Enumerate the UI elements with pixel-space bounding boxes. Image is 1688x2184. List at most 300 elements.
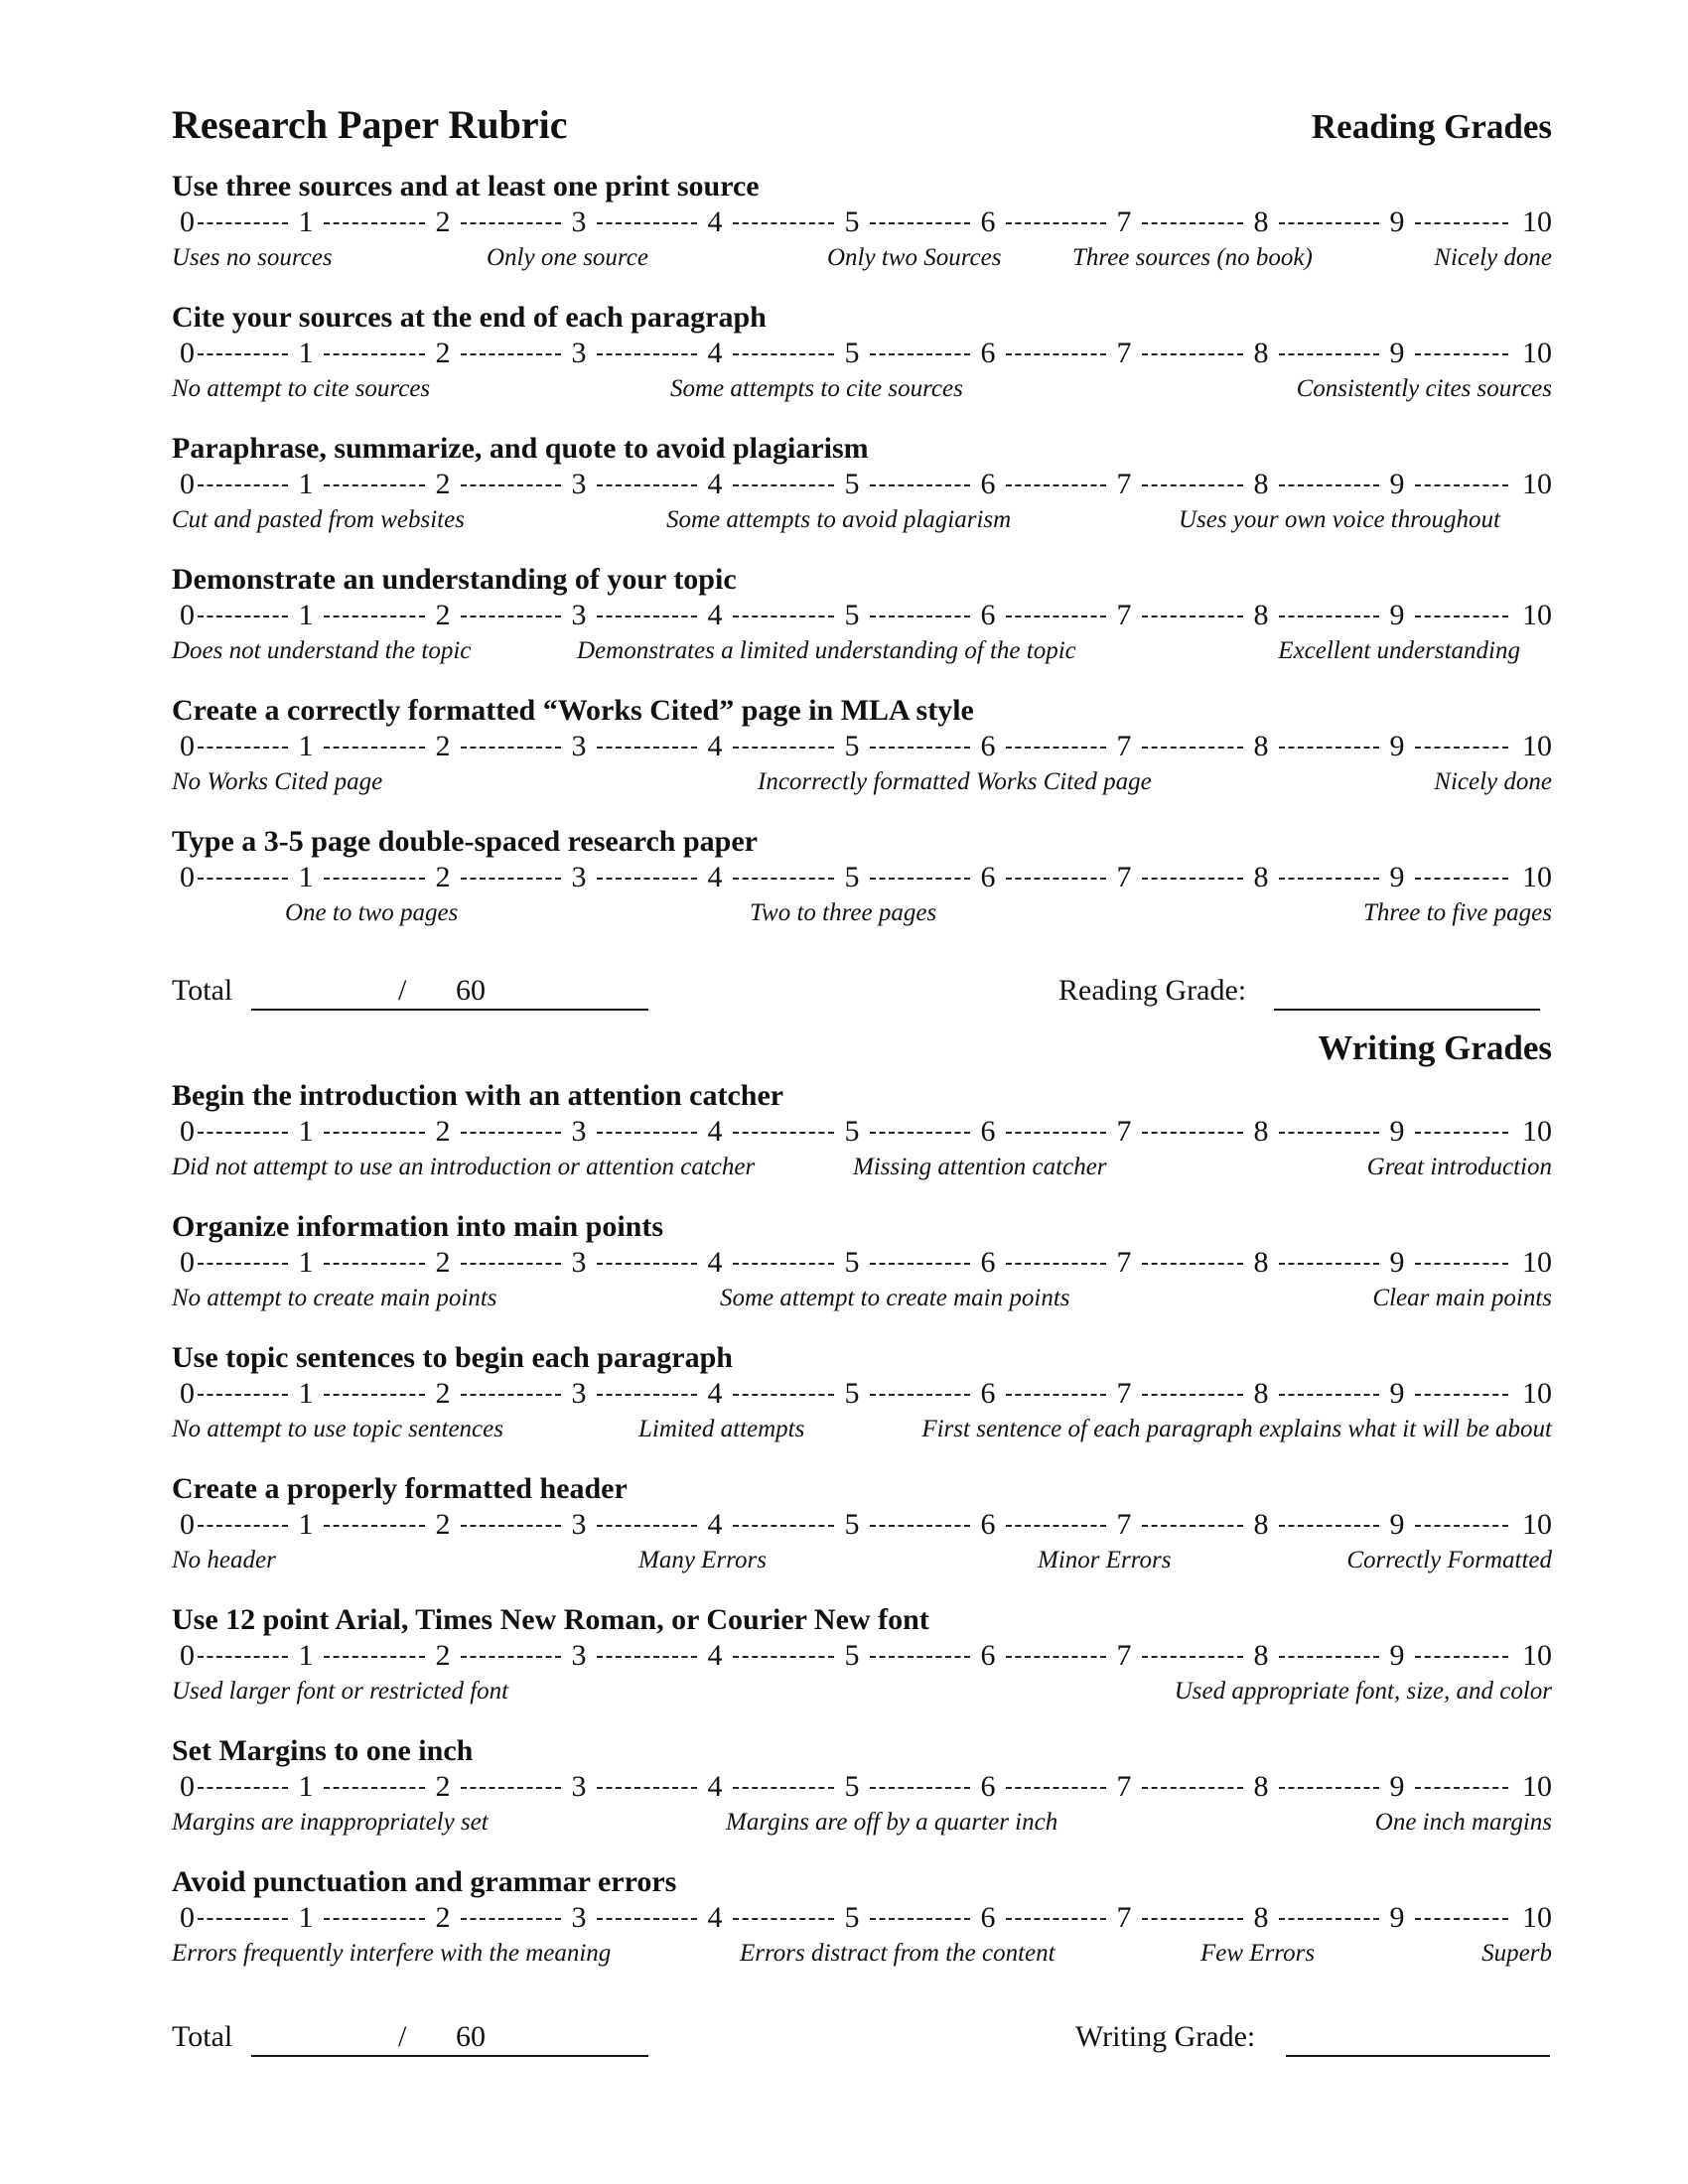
scale-dash — [198, 878, 288, 880]
scale-dash — [597, 1263, 697, 1265]
scale-dash — [198, 222, 288, 224]
scale-dash — [1415, 878, 1508, 880]
score-scale — [172, 1900, 1552, 1936]
score-scale — [172, 1507, 1552, 1543]
scale-dash — [461, 222, 561, 224]
score-option[interactable]: 10 — [1522, 468, 1552, 500]
score-option[interactable]: 4 — [707, 1115, 723, 1148]
score-scale — [172, 729, 1552, 764]
score-option[interactable]: 8 — [1253, 1508, 1269, 1541]
score-option[interactable]: 1 — [298, 730, 314, 762]
score-option[interactable]: 5 — [844, 730, 860, 762]
score-option[interactable]: 3 — [571, 1115, 587, 1148]
score-option[interactable]: 6 — [980, 205, 996, 238]
score-option[interactable]: 4 — [707, 730, 723, 762]
scale-dash — [733, 353, 834, 355]
scale-dash — [1006, 1918, 1106, 1920]
score-option[interactable]: 9 — [1389, 205, 1405, 238]
scale-dash — [324, 1787, 425, 1789]
score-option[interactable]: 10 — [1522, 1115, 1552, 1148]
score-scale — [172, 1769, 1552, 1805]
criterion-descriptor: No attempt to cite sources — [172, 375, 431, 402]
scale-dash — [1279, 1394, 1379, 1396]
criterion — [172, 822, 1552, 931]
score-option[interactable]: 2 — [435, 599, 451, 631]
score-option[interactable]: 10 — [1522, 1770, 1552, 1803]
scale-dash — [597, 222, 697, 224]
score-option[interactable]: 3 — [571, 1639, 587, 1672]
score-option[interactable]: 5 — [844, 1115, 860, 1148]
score-option[interactable]: 6 — [980, 468, 996, 500]
scale-dash — [1279, 878, 1379, 880]
scale-dash — [1142, 353, 1243, 355]
score-option[interactable]: 10 — [1522, 730, 1552, 762]
score-scale — [172, 1114, 1552, 1150]
criterion-title: Begin the introduction with an attention catcher — [172, 1079, 784, 1112]
criterion-title: Create a properly formatted header — [172, 1472, 628, 1505]
scale-dash — [870, 222, 970, 224]
scale-dash — [1006, 1787, 1106, 1789]
scale-dash — [1142, 1918, 1243, 1920]
score-option[interactable]: 4 — [707, 1246, 723, 1279]
score-option[interactable]: 3 — [571, 730, 587, 762]
score-option[interactable]: 4 — [707, 468, 723, 500]
scale-dash — [597, 878, 697, 880]
score-option[interactable]: 5 — [844, 205, 860, 238]
score-option[interactable]: 6 — [980, 1770, 996, 1803]
criterion — [172, 298, 1552, 407]
score-option[interactable]: 10 — [1522, 1377, 1552, 1410]
score-option[interactable]: 3 — [571, 337, 587, 369]
score-option[interactable]: 5 — [844, 861, 860, 893]
criterion-descriptor: One to two pages — [285, 899, 459, 926]
score-option[interactable]: 9 — [1389, 861, 1405, 893]
criterion-descriptor: Demonstrates a limited understanding of the topic — [577, 637, 1076, 664]
scale-dash — [1279, 484, 1379, 486]
score-option[interactable]: 4 — [707, 337, 723, 369]
score-option[interactable]: 5 — [844, 1246, 860, 1279]
criterion-descriptor: Used larger font or restricted font — [172, 1678, 509, 1705]
score-option[interactable]: 7 — [1116, 1901, 1132, 1934]
score-option[interactable]: 5 — [844, 1639, 860, 1672]
scale-dash — [1279, 222, 1379, 224]
score-option[interactable]: 1 — [298, 1246, 314, 1279]
score-option[interactable]: 8 — [1253, 599, 1269, 631]
scale-dash — [1006, 1525, 1106, 1527]
score-option[interactable]: 5 — [844, 1901, 860, 1934]
reading-total-slash: / — [398, 974, 407, 1007]
criterion-descriptor: Does not understand the topic — [172, 637, 472, 664]
score-option[interactable]: 9 — [1389, 337, 1405, 369]
score-option[interactable]: 1 — [298, 468, 314, 500]
scale-dash — [461, 1656, 561, 1658]
score-option[interactable]: 7 — [1116, 337, 1132, 369]
score-option[interactable]: 7 — [1116, 861, 1132, 893]
score-option[interactable]: 8 — [1253, 1639, 1269, 1672]
scale-dash — [870, 1787, 970, 1789]
score-option[interactable]: 2 — [435, 1770, 451, 1803]
score-option[interactable]: 10 — [1522, 1508, 1552, 1541]
score-option[interactable]: 0 — [180, 1246, 195, 1279]
criterion-descriptor: Incorrectly formatted Works Cited page — [758, 768, 1152, 795]
score-option[interactable]: 6 — [980, 861, 996, 893]
scale-dash — [461, 1394, 561, 1396]
scale-dash — [198, 353, 288, 355]
criterion-title: Avoid punctuation and grammar errors — [172, 1865, 677, 1898]
criterion-descriptor: Consistently cites sources — [1296, 375, 1552, 402]
writing-total-blank[interactable] — [251, 2017, 648, 2057]
writing-section-title: Writing Grades — [1318, 1028, 1552, 1067]
scale-dash — [198, 1787, 288, 1789]
score-option[interactable]: 7 — [1116, 1246, 1132, 1279]
score-option[interactable]: 10 — [1522, 1639, 1552, 1672]
scale-dash — [870, 615, 970, 617]
scale-dash — [461, 1525, 561, 1527]
scale-dash — [1142, 1525, 1243, 1527]
scale-dash — [198, 1263, 288, 1265]
score-option[interactable]: 4 — [707, 1377, 723, 1410]
score-option[interactable]: 7 — [1116, 1508, 1132, 1541]
criterion-descriptor: Uses your own voice throughout — [1178, 506, 1500, 533]
score-option[interactable]: 2 — [435, 1639, 451, 1672]
score-option[interactable]: 10 — [1522, 205, 1552, 238]
score-option[interactable]: 1 — [298, 1901, 314, 1934]
score-option[interactable]: 6 — [980, 1377, 996, 1410]
score-option[interactable]: 1 — [298, 1770, 314, 1803]
scale-dash — [1279, 615, 1379, 617]
scale-dash — [1006, 615, 1106, 617]
scale-dash — [1142, 484, 1243, 486]
scale-dash — [1142, 1787, 1243, 1789]
scale-dash — [461, 878, 561, 880]
scale-dash — [1415, 484, 1508, 486]
score-option[interactable]: 10 — [1522, 1901, 1552, 1934]
score-option[interactable]: 6 — [980, 1639, 996, 1672]
score-option[interactable]: 0 — [180, 468, 195, 500]
scale-dash — [733, 1263, 834, 1265]
score-option[interactable]: 3 — [571, 1770, 587, 1803]
scale-dash — [1279, 1132, 1379, 1134]
score-option[interactable]: 4 — [707, 1901, 723, 1934]
score-option[interactable]: 1 — [298, 1377, 314, 1410]
score-option[interactable]: 6 — [980, 1901, 996, 1934]
document-header — [172, 99, 1552, 159]
score-option[interactable]: 0 — [180, 1770, 195, 1803]
score-option[interactable]: 10 — [1522, 861, 1552, 893]
score-option[interactable]: 3 — [571, 1246, 587, 1279]
scale-dash — [1142, 878, 1243, 880]
score-option[interactable]: 7 — [1116, 468, 1132, 500]
scale-dash — [198, 1132, 288, 1134]
criterion-descriptor: Three sources (no book) — [1072, 244, 1313, 271]
scale-dash — [597, 1394, 697, 1396]
score-option[interactable]: 2 — [435, 337, 451, 369]
reading-total-label: Total — [172, 974, 233, 1007]
criterion-descriptor: Two to three pages — [750, 899, 937, 926]
score-option[interactable]: 1 — [298, 1115, 314, 1148]
scale-dash — [1415, 353, 1508, 355]
criterion — [172, 1207, 1552, 1316]
scale-dash — [733, 1525, 834, 1527]
score-option[interactable]: 8 — [1253, 1377, 1269, 1410]
score-option[interactable]: 5 — [844, 337, 860, 369]
criterion-descriptor: Margins are off by a quarter inch — [726, 1809, 1058, 1836]
score-option[interactable]: 7 — [1116, 1115, 1132, 1148]
criterion-descriptor: Nicely done — [1434, 244, 1552, 271]
scale-dash — [461, 353, 561, 355]
score-option[interactable]: 3 — [571, 1377, 587, 1410]
scale-dash — [198, 1525, 288, 1527]
score-scale — [172, 467, 1552, 502]
scale-dash — [870, 1132, 970, 1134]
score-option[interactable]: 8 — [1253, 730, 1269, 762]
scale-dash — [1279, 1918, 1379, 1920]
score-option[interactable]: 9 — [1389, 1639, 1405, 1672]
score-option[interactable]: 0 — [180, 337, 195, 369]
criterion-descriptor: Excellent understanding — [1278, 637, 1520, 664]
score-option[interactable]: 0 — [180, 205, 195, 238]
score-option[interactable]: 3 — [571, 468, 587, 500]
scale-dash — [324, 222, 425, 224]
scale-dash — [1415, 1918, 1508, 1920]
criterion-descriptor: First sentence of each paragraph explains what it will be about — [921, 1416, 1552, 1442]
score-option[interactable]: 5 — [844, 1508, 860, 1541]
criterion — [172, 1731, 1552, 1841]
scale-dash — [1006, 353, 1106, 355]
scale-dash — [1006, 1263, 1106, 1265]
criterion-descriptor: No attempt to use topic sentences — [172, 1416, 503, 1442]
score-option[interactable]: 10 — [1522, 337, 1552, 369]
scale-dash — [597, 1918, 697, 1920]
score-option[interactable]: 2 — [435, 1246, 451, 1279]
scale-dash — [733, 222, 834, 224]
scale-dash — [324, 615, 425, 617]
criterion — [172, 1600, 1552, 1709]
score-option[interactable]: 3 — [571, 599, 587, 631]
criterion — [172, 167, 1552, 276]
score-option[interactable]: 4 — [707, 861, 723, 893]
score-option[interactable]: 7 — [1116, 205, 1132, 238]
score-option[interactable]: 8 — [1253, 205, 1269, 238]
criterion-descriptor: Errors distract from the content — [740, 1940, 1055, 1967]
score-option[interactable]: 8 — [1253, 1901, 1269, 1934]
scale-dash — [1415, 747, 1508, 749]
criterion-title: Use topic sentences to begin each paragraph — [172, 1341, 733, 1374]
scale-dash — [597, 484, 697, 486]
scale-dash — [324, 1394, 425, 1396]
score-option[interactable]: 8 — [1253, 1115, 1269, 1148]
score-option[interactable]: 6 — [980, 337, 996, 369]
score-option[interactable]: 6 — [980, 1246, 996, 1279]
score-option[interactable]: 9 — [1389, 1377, 1405, 1410]
score-option[interactable]: 5 — [844, 468, 860, 500]
reading-grade-blank[interactable] — [1274, 971, 1540, 1011]
scale-dash — [198, 484, 288, 486]
score-option[interactable]: 10 — [1522, 599, 1552, 631]
scale-dash — [733, 1918, 834, 1920]
score-option[interactable]: 1 — [298, 337, 314, 369]
score-scale — [172, 205, 1552, 240]
criterion-descriptor: Few Errors — [1200, 1940, 1316, 1967]
scale-dash — [597, 1525, 697, 1527]
scale-dash — [1142, 1263, 1243, 1265]
scale-dash — [1415, 1525, 1508, 1527]
score-option[interactable]: 0 — [180, 599, 195, 631]
scale-dash — [324, 1263, 425, 1265]
scale-dash — [733, 1394, 834, 1396]
score-option[interactable]: 5 — [844, 599, 860, 631]
score-option[interactable]: 5 — [844, 1377, 860, 1410]
score-option[interactable]: 2 — [435, 1115, 451, 1148]
score-option[interactable]: 9 — [1389, 730, 1405, 762]
criterion-title: Use three sources and at least one print source — [172, 170, 760, 203]
criterion — [172, 429, 1552, 538]
score-option[interactable]: 7 — [1116, 599, 1132, 631]
scale-dash — [870, 353, 970, 355]
scale-dash — [1415, 615, 1508, 617]
score-option[interactable]: 8 — [1253, 468, 1269, 500]
scale-dash — [324, 353, 425, 355]
score-option[interactable]: 8 — [1253, 1246, 1269, 1279]
scale-dash — [1415, 1394, 1508, 1396]
score-option[interactable]: 2 — [435, 468, 451, 500]
score-option[interactable]: 7 — [1116, 1639, 1132, 1672]
scale-dash — [1142, 1656, 1243, 1658]
criterion — [172, 560, 1552, 669]
score-option[interactable]: 0 — [180, 1639, 195, 1672]
scale-dash — [1006, 1132, 1106, 1134]
score-option[interactable]: 2 — [435, 205, 451, 238]
criterion-descriptor: Limited attempts — [638, 1416, 805, 1442]
scale-dash — [324, 484, 425, 486]
criterion-descriptor: Margins are inappropriately set — [172, 1809, 489, 1836]
scale-dash — [198, 1656, 288, 1658]
score-option[interactable]: 6 — [980, 1115, 996, 1148]
score-option[interactable]: 1 — [298, 599, 314, 631]
writing-total-row — [172, 2017, 1552, 2061]
scale-dash — [461, 747, 561, 749]
score-option[interactable]: 2 — [435, 1377, 451, 1410]
criterion-title: Demonstrate an understanding of your topic — [172, 563, 737, 596]
criterion-title: Set Margins to one inch — [172, 1734, 474, 1767]
scale-dash — [870, 747, 970, 749]
scale-dash — [870, 1918, 970, 1920]
score-option[interactable]: 1 — [298, 1508, 314, 1541]
scale-dash — [1415, 1787, 1508, 1789]
scale-dash — [461, 615, 561, 617]
score-option[interactable]: 2 — [435, 1901, 451, 1934]
score-option[interactable]: 2 — [435, 1508, 451, 1541]
score-option[interactable]: 5 — [844, 1770, 860, 1803]
score-option[interactable]: 8 — [1253, 1770, 1269, 1803]
scale-dash — [324, 747, 425, 749]
scale-dash — [461, 484, 561, 486]
score-option[interactable]: 7 — [1116, 1377, 1132, 1410]
score-option[interactable]: 4 — [707, 1770, 723, 1803]
score-option[interactable]: 9 — [1389, 1901, 1405, 1934]
score-option[interactable]: 4 — [707, 205, 723, 238]
score-option[interactable]: 9 — [1389, 1508, 1405, 1541]
writing-grade-blank[interactable] — [1286, 2017, 1550, 2057]
score-option[interactable]: 9 — [1389, 1115, 1405, 1148]
score-option[interactable]: 7 — [1116, 1770, 1132, 1803]
scale-dash — [1279, 1525, 1379, 1527]
criterion-descriptor: Minor Errors — [1038, 1547, 1172, 1573]
score-option[interactable]: 9 — [1389, 599, 1405, 631]
score-option[interactable]: 0 — [180, 861, 195, 893]
score-option[interactable]: 3 — [571, 1508, 587, 1541]
score-option[interactable]: 4 — [707, 599, 723, 631]
score-option[interactable]: 0 — [180, 1508, 195, 1541]
criterion — [172, 1076, 1552, 1185]
score-option[interactable]: 0 — [180, 730, 195, 762]
score-option[interactable]: 9 — [1389, 468, 1405, 500]
score-option[interactable]: 0 — [180, 1115, 195, 1148]
scale-dash — [324, 1656, 425, 1658]
score-option[interactable]: 10 — [1522, 1246, 1552, 1279]
scale-dash — [198, 1394, 288, 1396]
score-option[interactable]: 4 — [707, 1508, 723, 1541]
score-option[interactable]: 2 — [435, 861, 451, 893]
score-option[interactable]: 3 — [571, 1901, 587, 1934]
score-option[interactable]: 6 — [980, 730, 996, 762]
reading-total-max: 60 — [456, 974, 486, 1007]
score-option[interactable]: 2 — [435, 730, 451, 762]
scale-dash — [1415, 222, 1508, 224]
score-option[interactable]: 1 — [298, 205, 314, 238]
criterion — [172, 1338, 1552, 1447]
scale-dash — [870, 484, 970, 486]
scale-dash — [1142, 1132, 1243, 1134]
score-option[interactable]: 8 — [1253, 337, 1269, 369]
scale-dash — [597, 747, 697, 749]
writing-total-label: Total — [172, 2020, 233, 2053]
criterion-descriptor: No attempt to create main points — [172, 1285, 497, 1311]
score-option[interactable]: 6 — [980, 1508, 996, 1541]
score-option[interactable]: 8 — [1253, 861, 1269, 893]
criterion-title: Create a correctly formatted “Works Cited” page in MLA style — [172, 694, 974, 727]
criterion-descriptor: Some attempts to avoid plagiarism — [666, 506, 1012, 533]
score-option[interactable]: 7 — [1116, 730, 1132, 762]
score-scale — [172, 336, 1552, 371]
scale-dash — [1006, 878, 1106, 880]
score-option[interactable]: 4 — [707, 1639, 723, 1672]
score-option[interactable]: 9 — [1389, 1770, 1405, 1803]
score-option[interactable]: 1 — [298, 1639, 314, 1672]
score-option[interactable]: 0 — [180, 1901, 195, 1934]
score-option[interactable]: 3 — [571, 861, 587, 893]
scale-dash — [1006, 747, 1106, 749]
criterion-descriptor: Used appropriate font, size, and color — [1174, 1678, 1552, 1705]
score-option[interactable]: 0 — [180, 1377, 195, 1410]
reading-total-row — [172, 971, 1552, 1015]
scale-dash — [870, 1394, 970, 1396]
criterion-descriptor: Great introduction — [1366, 1154, 1552, 1180]
scale-dash — [1006, 1656, 1106, 1658]
criterion-descriptor: Cut and pasted from websites — [172, 506, 465, 533]
criterion-title: Organize information into main points — [172, 1210, 664, 1243]
score-option[interactable]: 1 — [298, 861, 314, 893]
scale-dash — [733, 615, 834, 617]
score-option[interactable]: 3 — [571, 205, 587, 238]
score-scale — [172, 1376, 1552, 1412]
score-scale — [172, 1245, 1552, 1281]
score-option[interactable]: 6 — [980, 599, 996, 631]
score-option[interactable]: 9 — [1389, 1246, 1405, 1279]
reading-total-blank[interactable] — [251, 971, 648, 1011]
criterion-title: Use 12 point Arial, Times New Roman, or Courier New font — [172, 1603, 929, 1636]
score-scale — [172, 1638, 1552, 1674]
